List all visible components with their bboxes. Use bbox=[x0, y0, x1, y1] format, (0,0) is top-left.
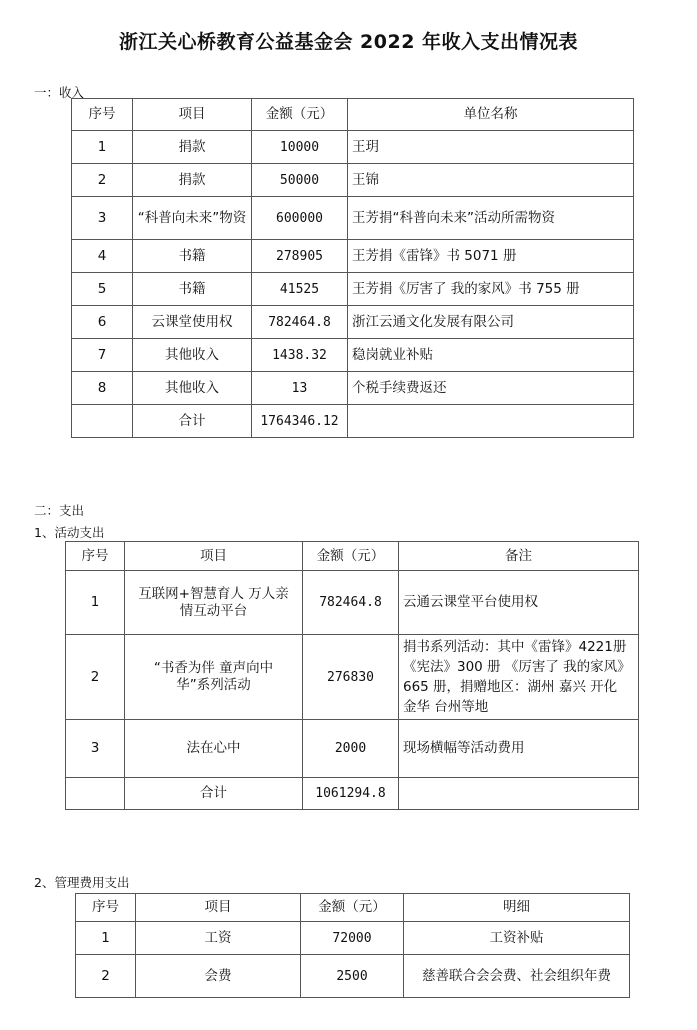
table-cell: 慈善联合会会费、社会组织年费 bbox=[404, 955, 630, 998]
table-cell: 法在心中 bbox=[125, 720, 303, 778]
table-cell: 2 bbox=[72, 164, 133, 197]
table-cell: 1 bbox=[66, 571, 125, 635]
table-cell: 王芳捐《厉害了 我的家风》书 755 册 bbox=[348, 273, 634, 306]
table-cell: “科普向未来”物资 bbox=[133, 197, 252, 240]
table-cell: 书籍 bbox=[133, 273, 252, 306]
header-cell: 序号 bbox=[76, 894, 136, 922]
table-cell: 10000 bbox=[252, 131, 348, 164]
table-cell: 13 bbox=[252, 372, 348, 405]
table-cell: 2500 bbox=[301, 955, 404, 998]
table-cell: 其他收入 bbox=[133, 339, 252, 372]
table-cell: 1 bbox=[72, 131, 133, 164]
table-row bbox=[72, 273, 634, 306]
table-cell: 278905 bbox=[252, 240, 348, 273]
table-row bbox=[76, 922, 630, 955]
activity-heading: 1、活动支出 bbox=[34, 525, 105, 540]
table-cell bbox=[348, 405, 634, 438]
table-cell: 工资补贴 bbox=[404, 922, 630, 955]
table-cell: 72000 bbox=[301, 922, 404, 955]
table-cell: 600000 bbox=[252, 197, 348, 240]
header-cell: 单位名称 bbox=[348, 99, 634, 131]
table-cell: 50000 bbox=[252, 164, 348, 197]
table-cell bbox=[399, 778, 639, 810]
table-cell: 浙江云通文化发展有限公司 bbox=[348, 306, 634, 339]
total-label: 合计 bbox=[133, 405, 252, 438]
table-row bbox=[76, 955, 630, 998]
table-cell: 云课堂使用权 bbox=[133, 306, 252, 339]
income-heading: 一：收入 bbox=[34, 85, 85, 100]
table-cell: 6 bbox=[72, 306, 133, 339]
table-cell: 其他收入 bbox=[133, 372, 252, 405]
table-cell: 云通云课堂平台使用权 bbox=[399, 571, 639, 635]
table-header-row bbox=[66, 542, 639, 571]
page-title: 浙江关心桥教育公益基金会 2022 年收入支出情况表 bbox=[118, 31, 579, 53]
table-cell: 782464.8 bbox=[252, 306, 348, 339]
header-cell: 金额（元） bbox=[303, 542, 399, 571]
table-row bbox=[72, 306, 634, 339]
table-cell: 2 bbox=[66, 635, 125, 720]
table-cell: 3 bbox=[72, 197, 133, 240]
activity-expense-table bbox=[65, 541, 639, 810]
table-row bbox=[72, 197, 634, 240]
table-cell: 4 bbox=[72, 240, 133, 273]
table-cell: 1438.32 bbox=[252, 339, 348, 372]
table-row bbox=[66, 571, 639, 635]
table-cell: 1 bbox=[76, 922, 136, 955]
table-cell: 王锦 bbox=[348, 164, 634, 197]
table-row bbox=[72, 339, 634, 372]
table-cell: 工资 bbox=[136, 922, 301, 955]
table-row bbox=[72, 131, 634, 164]
table-cell: 7 bbox=[72, 339, 133, 372]
header-cell: 项目 bbox=[133, 99, 252, 131]
table-row bbox=[66, 635, 639, 720]
table-row bbox=[72, 372, 634, 405]
table-cell: 2000 bbox=[303, 720, 399, 778]
table-cell: “书香为伴 童声向中华”系列活动 bbox=[125, 635, 303, 720]
table-cell: 782464.8 bbox=[303, 571, 399, 635]
table-cell: 会费 bbox=[136, 955, 301, 998]
table-cell: 书籍 bbox=[133, 240, 252, 273]
table-row bbox=[72, 240, 634, 273]
table-cell: 2 bbox=[76, 955, 136, 998]
table-header-row bbox=[76, 894, 630, 922]
table-cell: 稳岗就业补贴 bbox=[348, 339, 634, 372]
header-cell: 金额（元） bbox=[252, 99, 348, 131]
table-cell: 捐款 bbox=[133, 131, 252, 164]
header-cell: 明细 bbox=[404, 894, 630, 922]
header-cell: 项目 bbox=[136, 894, 301, 922]
total-row bbox=[72, 405, 634, 438]
table-cell: 王玥 bbox=[348, 131, 634, 164]
header-cell: 项目 bbox=[125, 542, 303, 571]
table-row bbox=[66, 720, 639, 778]
header-cell: 序号 bbox=[72, 99, 133, 131]
table-cell: 现场横幅等活动费用 bbox=[399, 720, 639, 778]
table-cell: 个税手续费返还 bbox=[348, 372, 634, 405]
total-value: 1061294.8 bbox=[303, 778, 399, 810]
table-cell bbox=[72, 405, 133, 438]
table-cell: 8 bbox=[72, 372, 133, 405]
table-cell: 276830 bbox=[303, 635, 399, 720]
expense-heading: 二：支出 bbox=[34, 503, 85, 518]
table-cell: 41525 bbox=[252, 273, 348, 306]
table-row bbox=[72, 164, 634, 197]
total-label: 合计 bbox=[125, 778, 303, 810]
header-cell: 备注 bbox=[399, 542, 639, 571]
total-value: 1764346.12 bbox=[252, 405, 348, 438]
admin-expense-table bbox=[75, 893, 630, 998]
table-cell: 王芳捐“科普向未来”活动所需物资 bbox=[348, 197, 634, 240]
table-cell: 捐书系列活动：其中《雷锋》4221册 《宪法》300 册 《厉害了 我的家风》665 册，捐赠地区：湖州 嘉兴 开化 金华 台州等地 bbox=[399, 635, 639, 720]
table-cell: 王芳捐《雷锋》书 5071 册 bbox=[348, 240, 634, 273]
table-cell bbox=[66, 778, 125, 810]
table-cell: 3 bbox=[66, 720, 125, 778]
admin-heading: 2、管理费用支出 bbox=[34, 875, 130, 890]
income-table bbox=[71, 98, 634, 438]
table-header-row bbox=[72, 99, 634, 131]
header-cell: 金额（元） bbox=[301, 894, 404, 922]
total-row bbox=[66, 778, 639, 810]
table-cell: 捐款 bbox=[133, 164, 252, 197]
table-cell: 5 bbox=[72, 273, 133, 306]
header-cell: 序号 bbox=[66, 542, 125, 571]
table-cell: 互联网+智慧育人 万人亲情互动平台 bbox=[125, 571, 303, 635]
